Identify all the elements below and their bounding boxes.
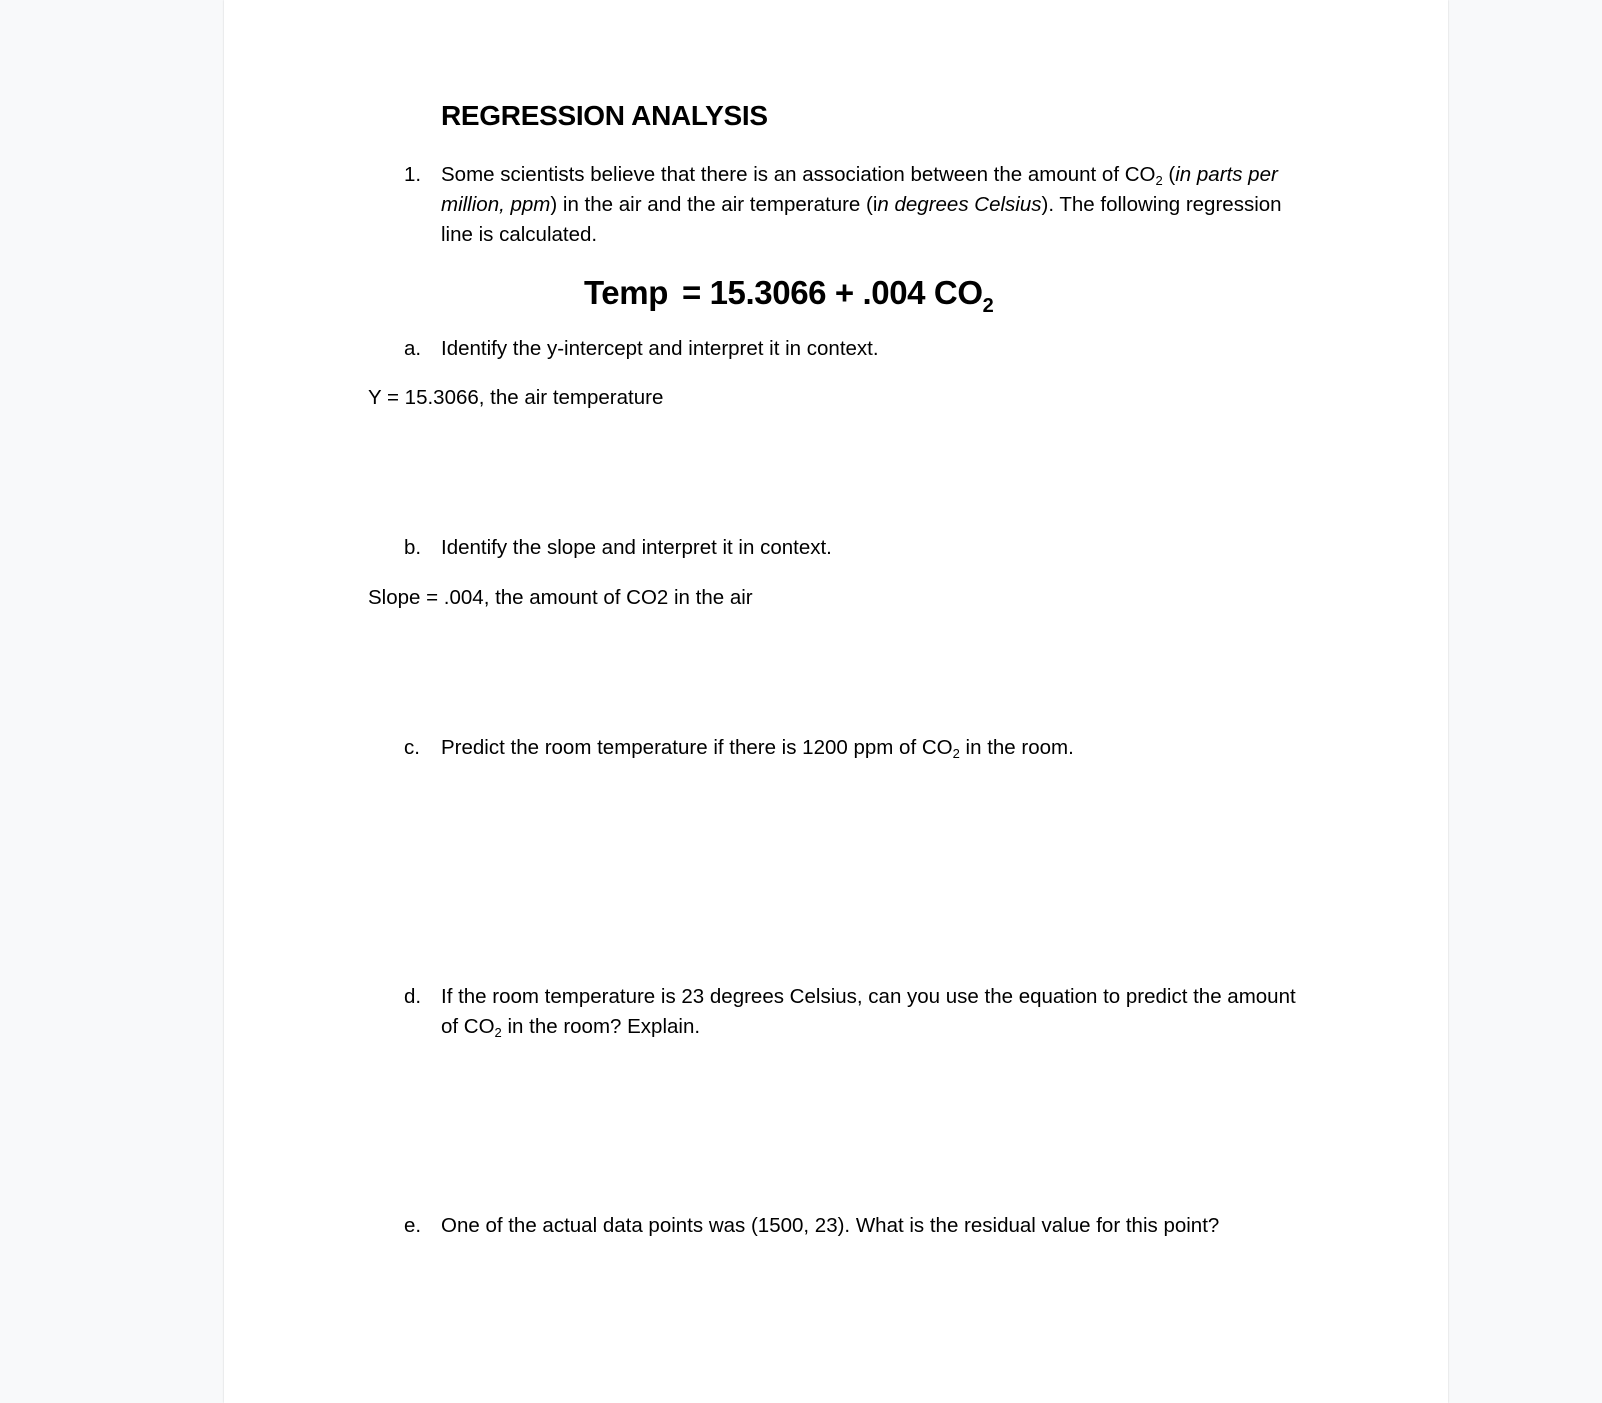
q1-paren: ( bbox=[1162, 163, 1176, 186]
q1-text-middle: ) in the air and the air temperature (i bbox=[550, 193, 878, 216]
part-d-line2 bbox=[441, 1012, 1296, 1042]
part-d-text-start: of CO bbox=[441, 1015, 495, 1038]
q1-text-end: ). The following regression line is calculated. bbox=[441, 193, 1282, 246]
co2-subscript: 2 bbox=[1155, 173, 1163, 188]
q1-degrees: n degrees Celsius bbox=[877, 193, 1042, 216]
q1-text-start: Some scientists believe that there is an association between the amount of CO bbox=[441, 163, 1156, 186]
part-d-line1: If the room temperature is 23 degrees Celsius, can you use the equation to predict the amount bbox=[441, 985, 1296, 1008]
document-page bbox=[224, 0, 1448, 1403]
part-b-question: Identify the slope and interpret it in context. bbox=[441, 536, 832, 559]
question-1-text bbox=[441, 160, 1301, 250]
equation-subscript: 2 bbox=[982, 295, 994, 317]
part-d-text-end: in the room? Explain. bbox=[501, 1015, 701, 1038]
part-e-label: e. bbox=[404, 1214, 422, 1237]
part-e-question: One of the actual data points was (1500, 23). What is the residual value for this point? bbox=[441, 1214, 1220, 1237]
regression-equation bbox=[584, 274, 994, 317]
part-c-label: c. bbox=[404, 736, 420, 759]
q1-units: in parts per million, ppm bbox=[441, 163, 1278, 216]
question-number: 1. bbox=[404, 163, 422, 186]
document-title: REGRESSION ANALYSIS bbox=[441, 100, 768, 131]
part-d-label: d. bbox=[404, 985, 422, 1008]
part-a-label: a. bbox=[404, 337, 422, 360]
part-a-answer: Y = 15.3066, the air temperature bbox=[368, 386, 664, 409]
part-c-text-start: Predict the room temperature if there is 1200 ppm of CO bbox=[441, 736, 953, 759]
part-c-subscript: 2 bbox=[952, 746, 960, 761]
equation-rhs: = 15.3066 + .004 CO bbox=[681, 274, 983, 311]
part-b-label: b. bbox=[404, 536, 422, 559]
part-c-text-end: in the room. bbox=[959, 736, 1074, 759]
part-d-question bbox=[441, 982, 1296, 1042]
part-c-question bbox=[441, 733, 1074, 763]
part-b-answer: Slope = .004, the amount of CO2 in the air bbox=[368, 586, 753, 609]
part-d-subscript: 2 bbox=[494, 1025, 502, 1040]
part-a-question: Identify the y-intercept and interpret it in context. bbox=[441, 337, 879, 360]
equation-lhs: Temp bbox=[584, 274, 668, 311]
